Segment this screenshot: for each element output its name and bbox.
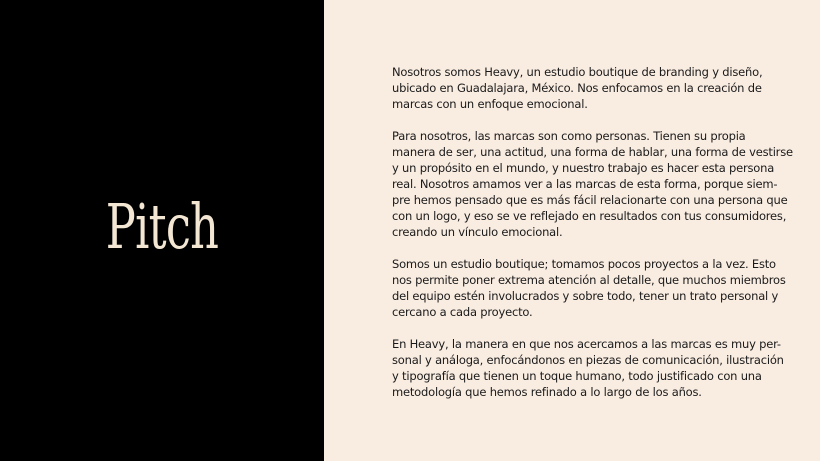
text-line: y tipografía que tienen un toque humano, todo justificado con una <box>392 369 762 383</box>
text-panel <box>324 0 820 461</box>
text-line: cercano a cada proyecto. <box>392 305 533 319</box>
pitch-title: Pitch <box>105 190 219 263</box>
paragraph-brands-as-people <box>392 128 793 240</box>
text-line: con un logo, y eso se ve reflejado en resultados con tus consumidores, <box>392 209 787 223</box>
text-line: Nosotros somos Heavy, un estudio boutique de branding y diseño, <box>392 65 763 79</box>
paragraph-boutique <box>392 256 786 320</box>
text-line: marcas con un enfoque emocional. <box>392 97 588 111</box>
text-line: pre hemos pensado que es más fácil relacionarte con una persona que <box>392 193 788 207</box>
text-line: creando un vínculo emocional. <box>392 225 563 239</box>
text-line: nos permite poner extrema atención al detalle, que muchos miembros <box>392 273 786 287</box>
title-panel <box>0 0 324 461</box>
text-line: sonal y análoga, enfocándonos en piezas de comunicación, ilustración <box>392 353 784 367</box>
text-line: Para nosotros, las marcas son como personas. Tienen su propia <box>392 129 746 143</box>
paragraph-intro <box>392 64 776 112</box>
text-line: real. Nosotros amamos ver a las marcas de esta forma, porque siem- <box>392 177 778 191</box>
text-line: En Heavy, la manera en que nos acercamos a las marcas es muy per- <box>392 337 781 351</box>
text-line: manera de ser, una actitud, una forma de hablar, una forma de vestirse <box>392 145 793 159</box>
text-line: y un propósito en el mundo, y nuestro trabajo es hacer esta persona <box>392 161 775 175</box>
text-line: ubicado en Guadalajara, México. Nos enfocamos en la creación de <box>392 81 762 95</box>
body-text <box>392 64 793 416</box>
paragraph-approach <box>392 336 784 400</box>
text-line: metodología que hemos refinado a lo largo de los años. <box>392 385 702 399</box>
text-line: del equipo estén involucrados y sobre todo, tener un trato personal y <box>392 289 779 303</box>
text-line: Somos un estudio boutique; tomamos pocos proyectos a la vez. Esto <box>392 257 776 271</box>
